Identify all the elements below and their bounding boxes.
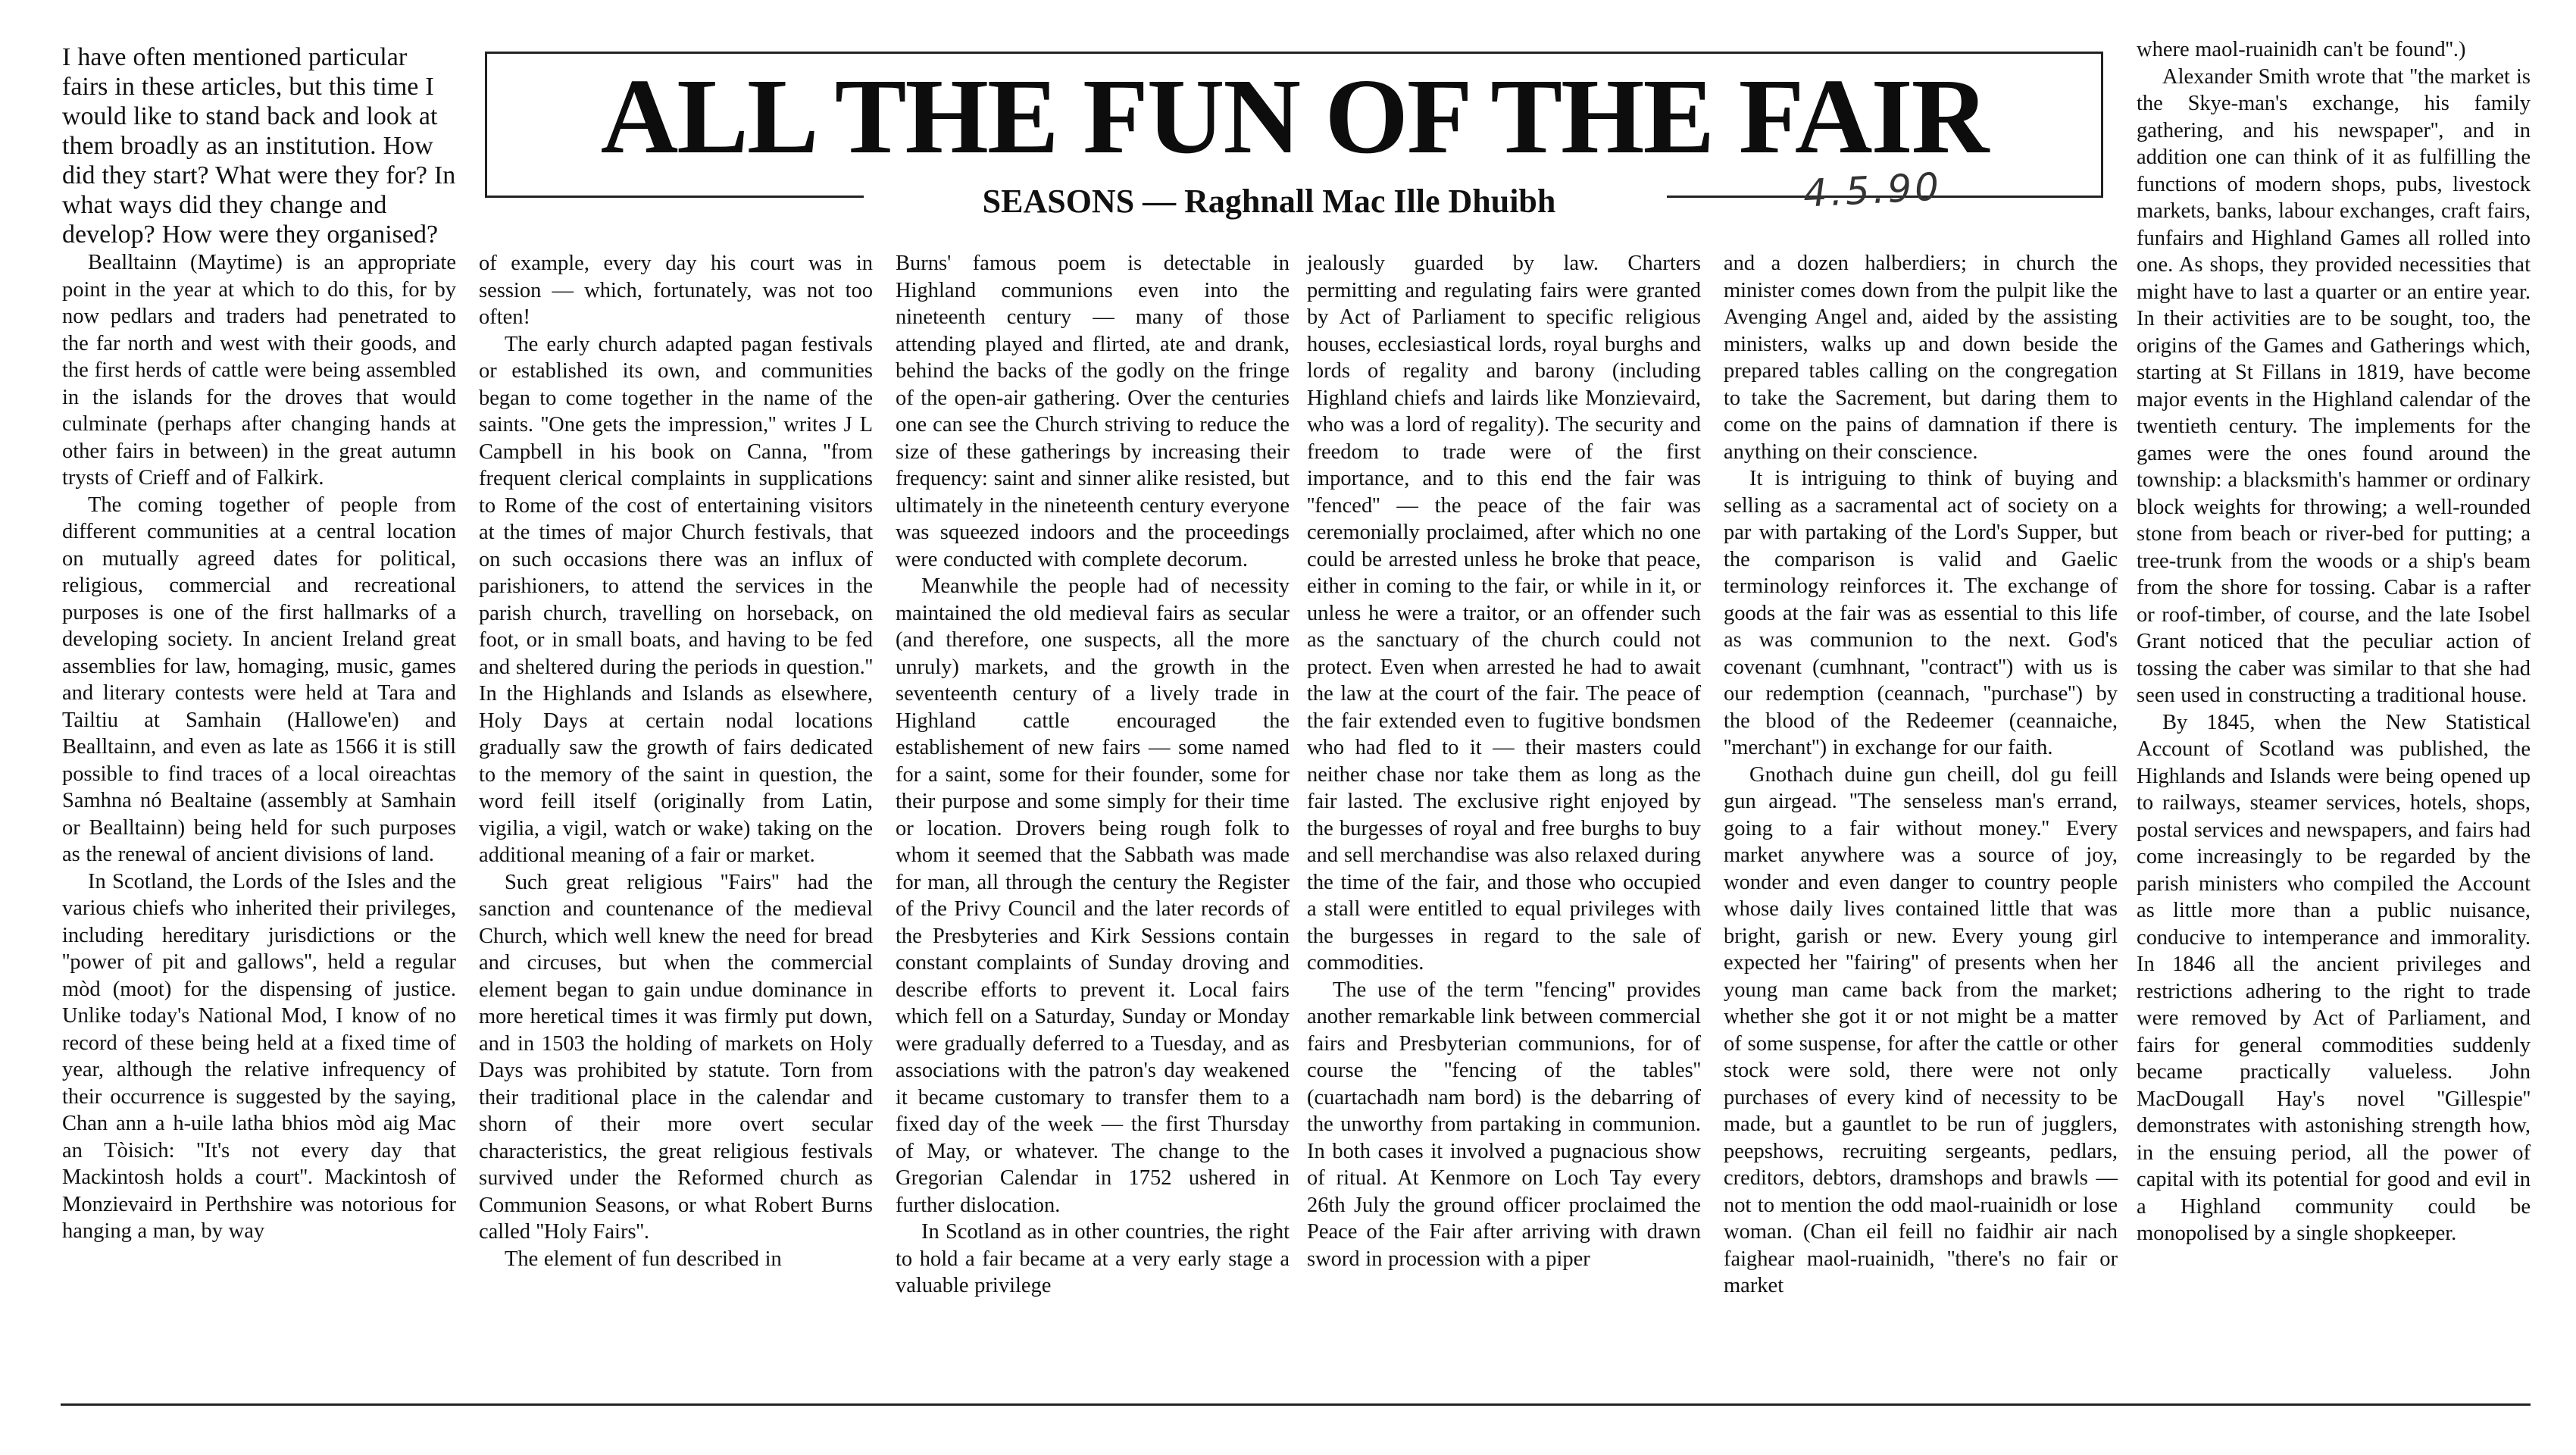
paragraph: The coming together of people from different communities at a central location on mutually agreed dates for political, religious, commercial and recreational purposes is one of the first hallmarks of a developing society. In ancient Ireland great assemblies for law, homaging, music, games and literary contests were held at Tara and Tailtiu at Samhain (Hallowe'en) and Bealltainn, and even as late as 1566 it is still possible to find traces of a local oireachtas Samhna nó Bealtaine (assembly at Samhain or Bealltainn) being held for such purposes as the renewal of ancient divisions of land. [62,493,456,866]
paragraph: and a dozen halberdiers; in church the minister comes down from the pulpit like the Avenging Angel and, aided by the assisting ministers, walks up and down beside the prepared tables calling on the congregation to take the Sacrement, but daring them to come on the pains of damnation if there is anything on their conscience. [1724,252,2118,464]
article-column-1 [62,42,456,1245]
handwritten-date: 4.5.90 [1802,164,1943,216]
paragraph: The use of the term ''fencing'' provides another remarkable link between commercial fairs and Presbyterian communions, for of course the ''fencing of the tables'' (cuartachadh nam bord) is the debarring of the unworthy from partaking in communion. In both cases it involved a pugnacious show of ritual. At Kenmore on Loch Tay every 26th July the ground officer proclaimed the Peace of the Fair after arriving with drawn sword in procession with a piper [1307,978,1701,1271]
paragraph: Gnothach duine gun cheill, dol gu feill gun airgead. ''The senseless man's errand, going to a fair without money.'' Every market anywhere was a source of joy, wonder and even danger to country people whose daily lives contained little that was bright, garish or new. Every young girl expected her ''fairing'' of presents when her young man came back from the market; whether she got it or not might be a matter of some suspense, for after the cattle or other stock were sold, there were not only purchases of every kind of necessity to be made, but a gauntlet to be run of jugglers, peepshows, recruiting sergeants, pedlars, creditors, debtors, dramshops and brawls — not to mention the odd maol-ruainidh or lose woman. (Chan eil feill no faidhir air nach faighear maol-ruainidh, ''there's no fair or market [1724,762,2118,1297]
paragraph: jealously guarded by law. Charters permitting and regulating fairs were granted by Act of Parliament to specific religious houses, ecclesiastical lords, royal burghs and lords of regality and barony (including Highland chiefs and lairds like Monzievaird, who was a lord of regality). The security and freedom to trade were of the first importance, and to this end the fair was ''fenced'' — the peace of the fair was ceremonially proclaimed, after which no one could be arrested unless he broke that peace, either in coming to the fair, or while in it, or unless he were a traitor, or an offender such as the sanctuary of the church could not protect. Even when arrested he had to await the law at the court of the fair. The peace of the fair extended even to fugitive bondsmen who had fled to it — their masters could neither chase nor take them as long as the fair lasted. The exclusive right enjoyed by the burgesses of royal and free burghs to buy and sell merchandise was also relaxed during the time of the fair, and those who occupied a stall were entitled to equal privileges with the burgesses in regard to the sale of commodities. [1307,252,1701,975]
paragraph: In Scotland as in other countries, the right to hold a fair became at a very early stage a valuable privilege [896,1220,1290,1297]
paragraph: where maol-ruainidh can't be found''.) [2137,38,2466,61]
bottom-rule [61,1403,2531,1406]
article-column-6 [2137,36,2531,1247]
article-column-2 [479,250,873,1272]
paragraph: Meanwhile the people had of necessity maintained the old medieval fairs as secular (and therefore, one suspects, all the more unruly) markets, and the growth in the seventeenth century of a lively trade in Highland cattle encouraged the establishement of new fairs — some named for a saint, some for their founder, some for their purpose and some simply for their time or location. Drovers being rough folk to whom it seemed that the Sabbath was made for man, all through the century the Register of the Privy Council and the later records of the Presbyteries and Kirk Sessions contain constant complaints of Sunday droving and describe efforts to prevent it. Local fairs which fell on a Saturday, Sunday or Monday were gradually deferred to a Tuesday, and as associations with the patron's day weakened it became customary to transfer them to a fixed day of the week — the first Thursday of May, or whatever. The change to the Gregorian Calendar in 1752 ushered in further dislocation. [896,574,1290,1217]
paragraph: Bealltainn (Maytime) is an appropriate point in the year at which to do this, for by now pedlars and traders had penetrated to the far north and west with their goods, and the first herds of cattle were being assembled in the islands for the droves that would culminate (perhaps after changing hands at other fairs in between) in the great autumn trysts of Crieff and of Falkirk. [62,251,456,490]
paragraph: It is intriguing to think of buying and selling as a sacramental act of society on a par with partaking of the Lord's Supper, but the comparison is valid and Gaelic terminology reinforces it. The exchange of goods at the fair was as essential to this life as was communion to the next. God's covenant (cumhnant, ''contract'') with us is our redemption (ceannach, ''purchase'') by the blood of the Redeemer (ceannaiche, ''merchant'') in exchange for our faith. [1724,467,2118,759]
paragraph: The early church adapted pagan festivals or established its own, and communities began to come together in the name of the saints. ''One gets the impression,'' writes J L Campbell in his book on Canna, ''from frequent clerical complaints in supplications to Rome of the cost of entertaining visitors at the times of major Church festivals, that on such occasions there was an influx of parishioners, to attend the services in the parish church, travelling on horseback, on foot, or in small boats, and having to be fed and sheltered during the periods in question.'' In the Highlands and Islands as elsewhere, Holy Days at certain nodal locations gradually saw the growth of fairs dedicated to the memory of the saint in question, the word feill itself (originally from Latin, vigilia, a vigil, watch or wake) taking on the additional meaning of a fair or market. [479,332,873,867]
paragraph: The element of fun described in [505,1247,782,1271]
paragraph: Such great religious ''Fairs'' had the sanction and countenance of the medieval Church, which well knew the need for bread and circuses, but when the commercial element began to gain undue dominance in more heretical times it was firmly put down, and in 1503 the holding of markets on Holy Days was prohibited by statute. Torn from their traditional place in the calendar and shorn of their more overt secular characteristics, the great religious festivals survived under the Reformed church as Communion Seasons, or what Robert Burns called ''Holy Fairs''. [479,870,873,1244]
headline: ALL THE FUN OF THE FAIR [600,56,1988,176]
byline-rule-left [485,196,864,198]
article-column-3 [896,250,1290,1300]
paragraph: of example, every day his court was in session — which, fortunately, was not too often! [479,252,873,329]
paragraph: In Scotland, the Lords of the Isles and the various chiefs who inherited their privileges, including hereditary jurisdictions or the ''power of pit and gallows'', held a regular mòd (moot) for the dispensing of justice. Unlike today's National Mod, I know of no record of these being held at a fixed time of year, although the relative infrequency of their occurrence is suggested by the saying, Chan ann a h-uile latha bhios mòd aig Mac an Tòisich: ''It's not every day that Mackintosh holds a court''. Mackintosh of Monzievaird in Perthshire was notorious for hanging a man, by way [62,869,456,1243]
paragraph: Alexander Smith wrote that ''the market is the Skye-man's exchange, his family gathering, and his newspaper'', and in addition one can think of it as fulfilling the functions of modern shops, pubs, livestock markets, banks, labour exchanges, craft fairs, funfairs and Highland Games all rolled into one. As shops, they provided necessities that might have to last a quarter or an entire year. In their activities are to be sought, too, the origins of the Games and Gatherings which, starting at St Fillans in 1819, have become major events in the Highland calendar of the twentieth century. The implements for the games were the ones found around the township: a blacksmith's hammer or ordinary block weights for throwing; a well-rounded stone from beach or river-bed for putting; a tree-trunk from the woods or a ship's beam from the shore for tossing. Cabar is a rafter or roof-timber, of course, and the late Isobel Grant noticed that the peculiar action of tossing the caber was similar to that she had seen used in constructing a traditional house. [2137,64,2531,707]
article-column-4 [1307,250,1701,1272]
paragraph: Burns' famous poem is detectable in Highland communions even into the nineteenth century — many of those attending played and flirted, ate and drank, behind the backs of the godly on the fringe of the open-air gathering. Over the centuries one can see the Church striving to reduce the size of these gatherings by increasing their frequency: saint and sinner alike resisted, but ultimately in the nineteenth century everyone was squeezed indoors and the proceedings were conducted with complete decorum. [896,252,1290,571]
paragraph: I have often mentioned particular fairs in these articles, but this time I would like to stand back and look at them broadly as an institution. How did they start? What were they for? In what ways did they change and develop? How were they organised? [62,43,456,249]
article-column-5 [1724,250,2118,1300]
byline: SEASONS — Raghnall Mac Ille Dhuibh [982,183,1556,220]
paragraph: By 1845, when the New Statistical Account of Scotland was published, the Highlands and Islands were being opened up to railways, steamer services, hotels, shops, postal services and newspapers, and fairs had come increasingly to be regarded by the parish ministers who compiled the Account as little more than a public nuisance, conducive to intemperance and immorality. In 1846 all the ancient privileges and restrictions adhering to the right to trade were removed by Act of Parliament, and fairs for general commodities suddenly became practically valueless. John MacDougall Hay's novel ''Gillespie'' demonstrates with astonishing strength how, in the ensuing period, all the power of capital with its potential for good and evil in a Highland community could be monopolised by a single shopkeeper. [2137,710,2531,1245]
